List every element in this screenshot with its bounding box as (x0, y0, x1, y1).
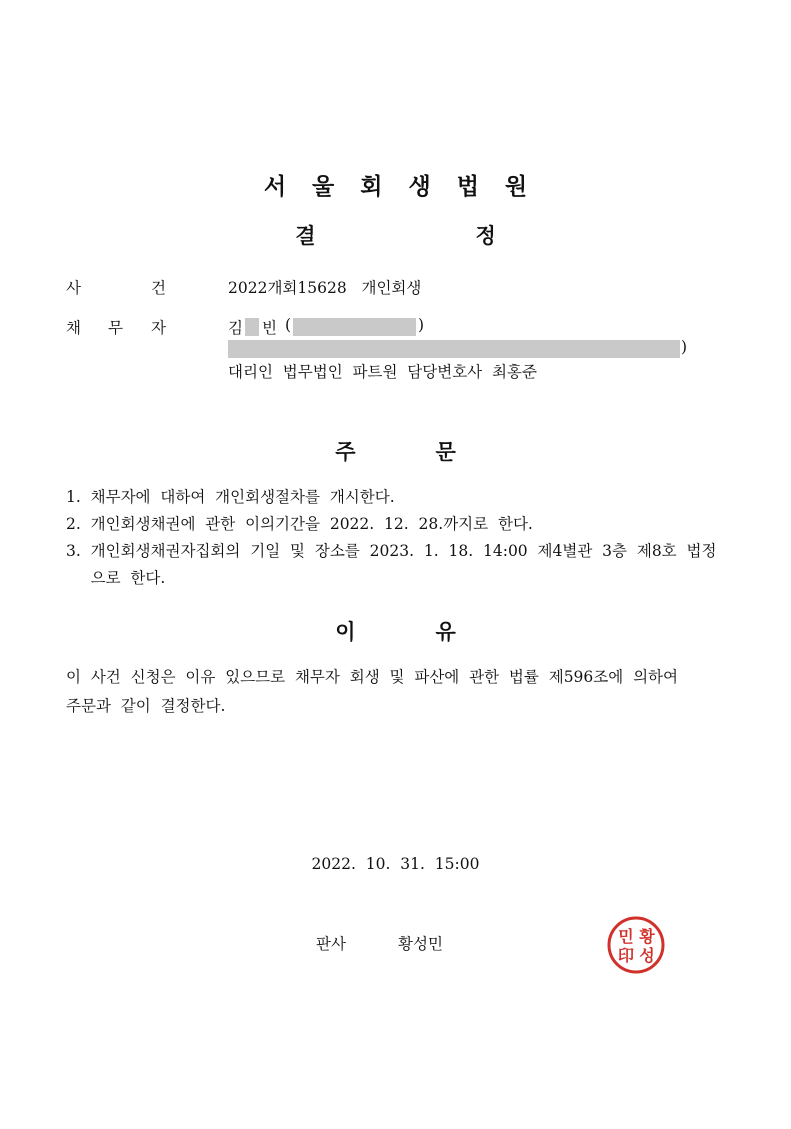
judge-title: 판사 (316, 935, 346, 953)
judge-name: 황성민 (398, 935, 443, 953)
reason-heading-char-2: 유 (435, 620, 456, 644)
debtor-agent: 대리인 법무법인 파트원 담당변호사 최홍준 (228, 363, 537, 381)
seal-char-2: 성 (639, 946, 655, 965)
document-title-char-1: 결 (295, 224, 316, 248)
order-item-3: 3. 개인회생채권자집회의 기일 및 장소를 2023. 1. 18. 14:00 제4별관 3층 제8호 법정 (66, 542, 717, 560)
seal-char-1: 황 (639, 927, 655, 946)
decision-date: 2022. 10. 31. 15:00 (311, 855, 480, 873)
redacted-name-char (245, 318, 259, 336)
case-number: 2022개회15628 개인회생 (228, 279, 422, 297)
document-title-char-2: 정 (475, 224, 496, 248)
redacted-id-number (293, 318, 416, 336)
order-heading (0, 436, 791, 466)
debtor-open-paren: ( (285, 316, 292, 334)
redacted-address (228, 340, 680, 358)
debtor-name-first: 김 (228, 319, 243, 337)
reason-line-2: 주문과 같이 결정한다. (66, 697, 226, 715)
debtor-close-paren: ) (418, 316, 425, 334)
seal-char-4: 印 (617, 946, 635, 965)
seal-char-3: 민 (618, 927, 634, 946)
order-item-3-cont: 으로 한다. (66, 569, 166, 587)
document-title (0, 220, 791, 250)
reason-heading-char-1: 이 (335, 620, 356, 644)
order-heading-char-2: 문 (435, 440, 456, 464)
debtor-label-char-1: 채 (66, 319, 81, 337)
court-name: 서울회생법원 (263, 174, 554, 200)
order-heading-char-1: 주 (335, 440, 356, 464)
address-close-paren: ) (681, 338, 688, 356)
reason-line-1: 이 사건 신청은 이유 있으므로 채무자 회생 및 파산에 관한 법률 제596조에 의하여 (66, 668, 678, 686)
debtor-label-char-3: 자 (151, 319, 166, 337)
reason-heading (0, 616, 791, 646)
debtor-label-char-2: 무 (108, 319, 123, 337)
case-label-char-2: 건 (151, 279, 166, 297)
case-label-char-1: 사 (66, 279, 81, 297)
judge-seal-icon (606, 915, 666, 975)
debtor-name-last: 빈 (262, 319, 277, 337)
order-item-1: 1. 채무자에 대하여 개인회생절차를 개시한다. (66, 488, 395, 506)
order-item-2: 2. 개인회생채권에 관한 이의기간을 2022. 12. 28.까지로 한다. (66, 515, 533, 533)
